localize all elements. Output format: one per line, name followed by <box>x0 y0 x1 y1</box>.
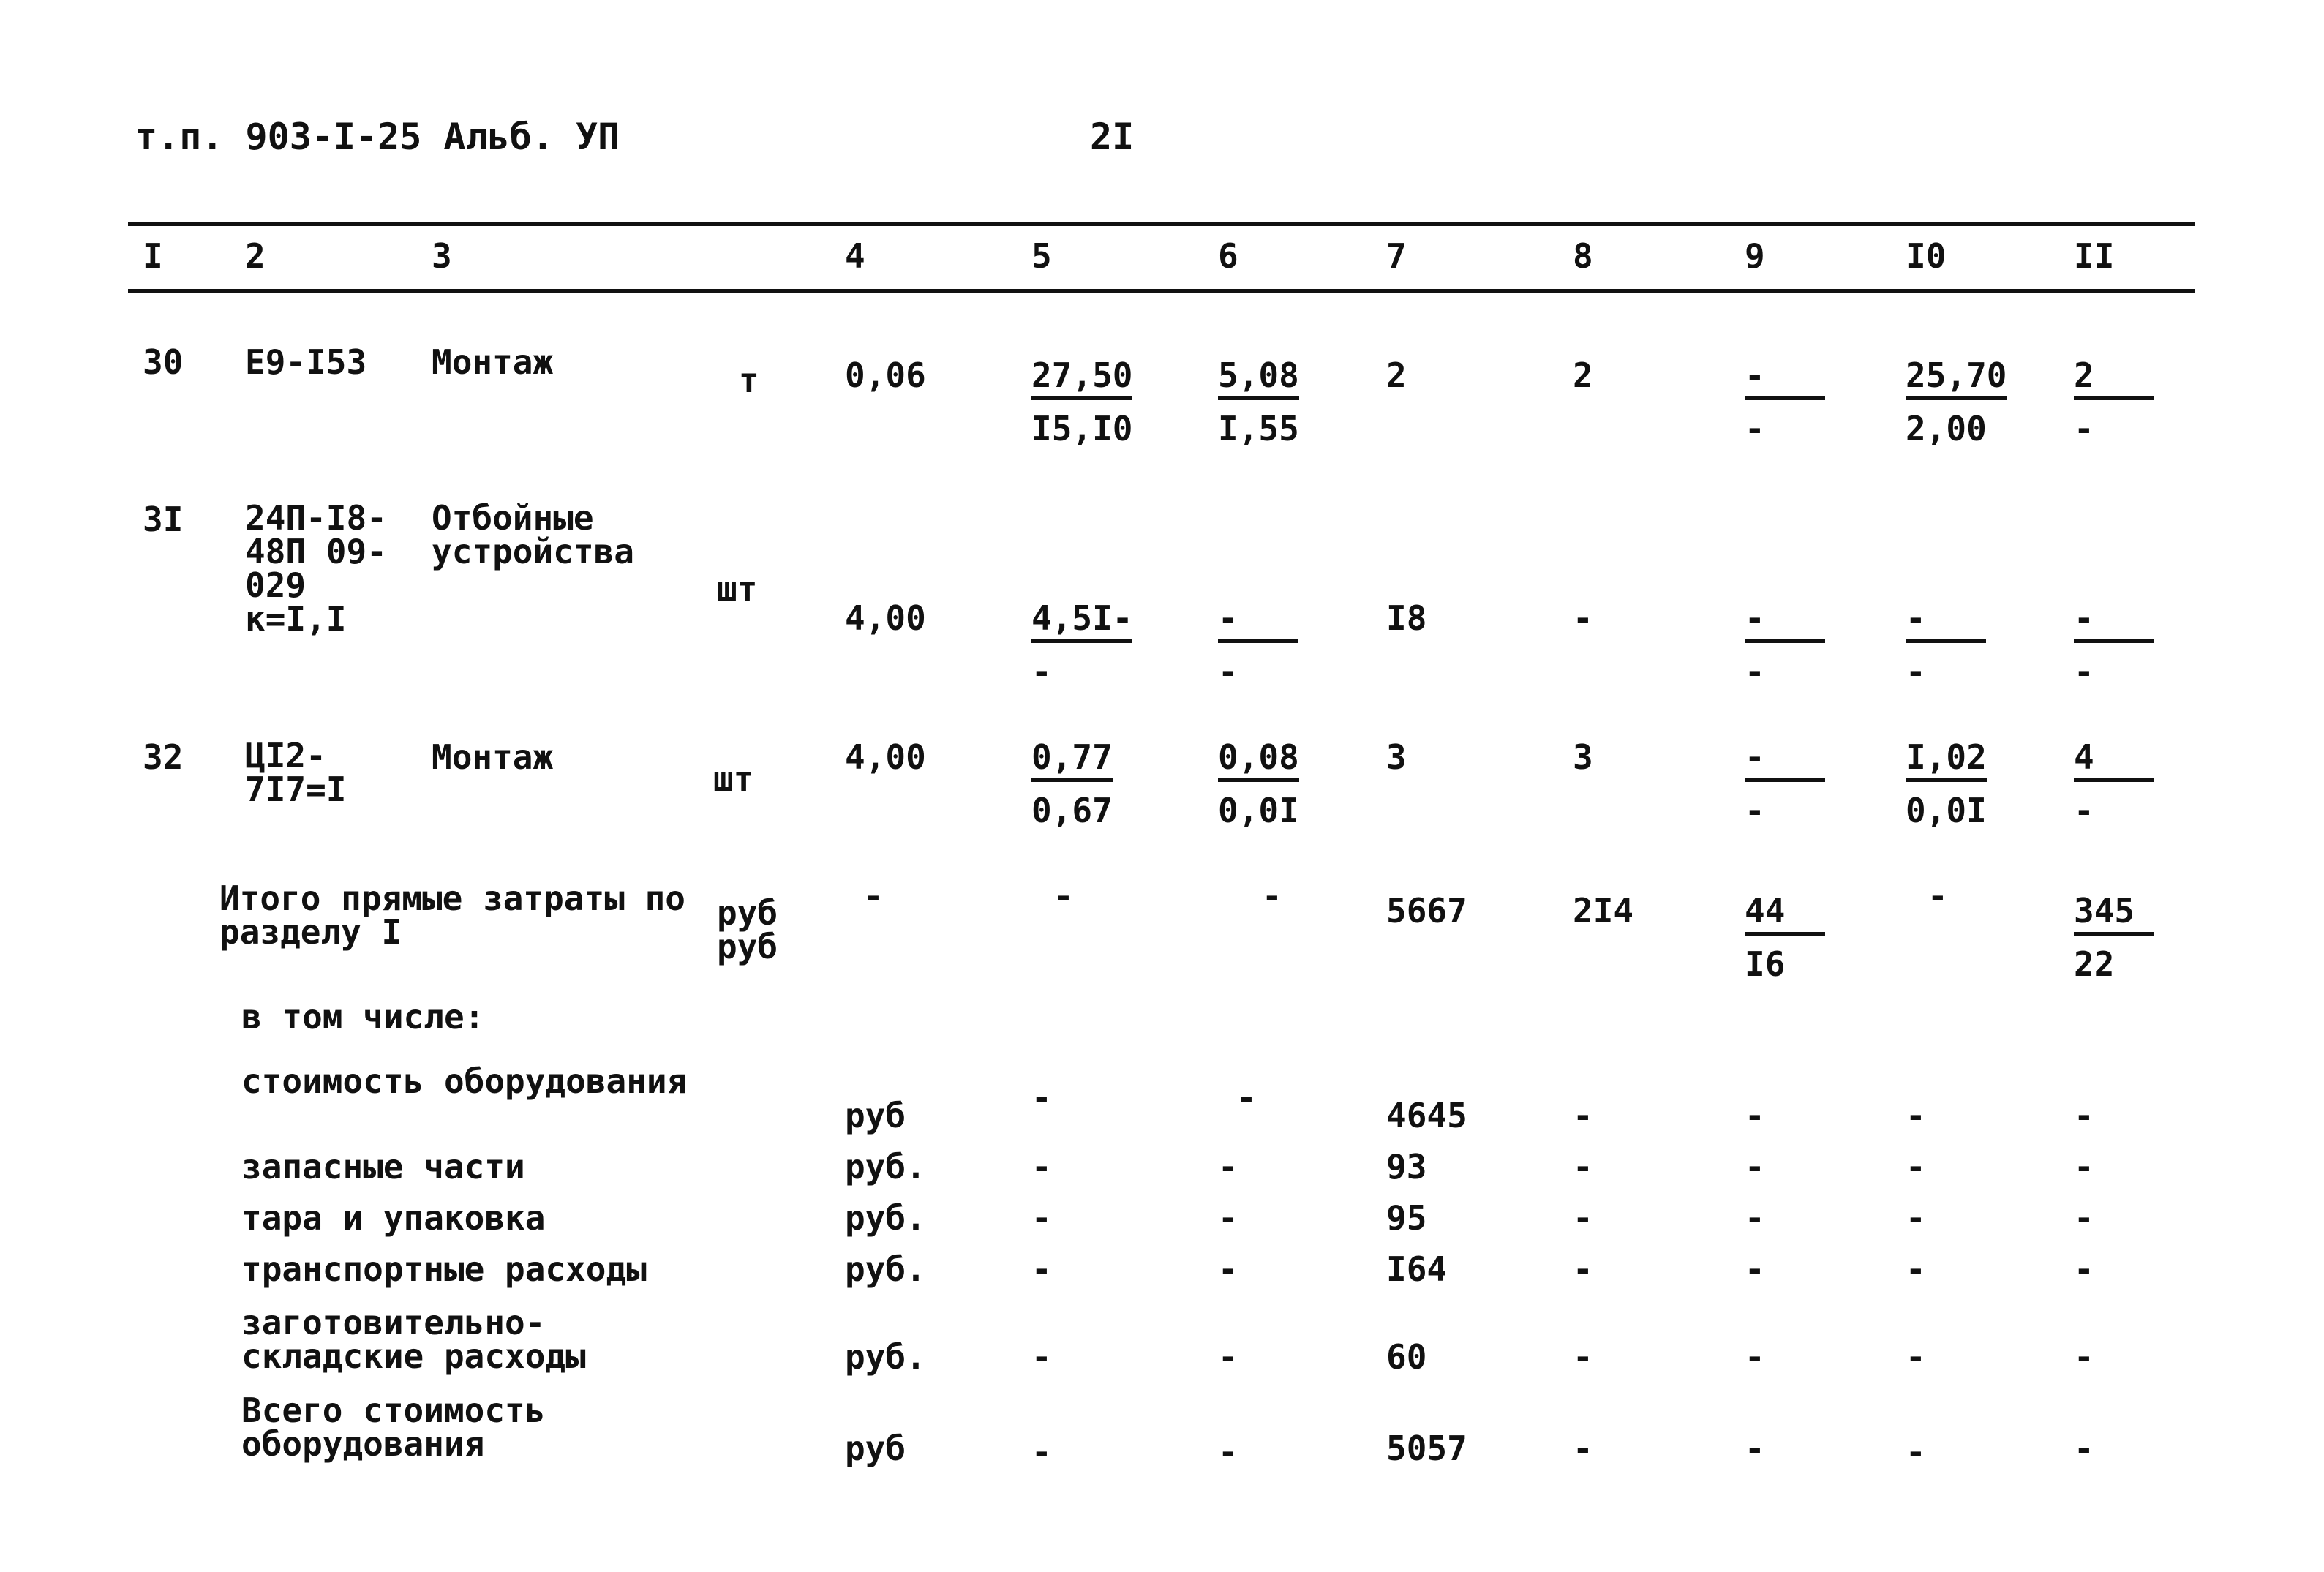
summary-label: Итого прямые затраты по разделу I <box>219 879 685 952</box>
breakdown-cell-9: - <box>1745 1429 1765 1468</box>
col-header-11: II <box>2074 236 2115 276</box>
breakdown-unit: руб. <box>845 1249 926 1289</box>
cell-fraction-10: $\frac{25,70}{2,00}$ <box>1906 356 2007 448</box>
row-name: Отбойные устройства <box>432 498 634 571</box>
breakdown-cell-10: - <box>1906 1147 1926 1186</box>
page-number: 2I <box>1090 116 1135 158</box>
breakdown-cell-11: - <box>2074 1096 2094 1135</box>
row-number: 32 <box>143 737 184 777</box>
breakdown-unit: руб. <box>845 1147 926 1186</box>
col-header-6: 6 <box>1218 236 1238 276</box>
breakdown-cell-11: - <box>2074 1147 2094 1186</box>
col-header-8: 8 <box>1573 236 1593 276</box>
summary-cell-10: - <box>1928 876 1948 916</box>
breakdown-cell-5: - <box>1031 1147 1052 1186</box>
cell-7: 3 <box>1386 737 1407 777</box>
breakdown-label: транспортные расходы <box>241 1249 647 1289</box>
table-header-rule <box>128 289 2195 293</box>
breakdown-cell-10: - <box>1906 1337 1926 1377</box>
cell-fraction-9: - - <box>1745 600 1825 690</box>
breakdown-cell-5: - <box>1031 1078 1052 1117</box>
breakdown-cell-6: - <box>1236 1078 1257 1117</box>
breakdown-cell-6: - <box>1218 1337 1238 1377</box>
breakdown-cell-11: - <box>2074 1249 2094 1289</box>
breakdown-cell-7: 93 <box>1386 1147 1427 1186</box>
breakdown-label: запасные части <box>241 1147 525 1186</box>
breakdown-unit: руб. <box>845 1198 926 1238</box>
col-header-2: 2 <box>245 236 266 276</box>
breakdown-cell-9: - <box>1745 1337 1765 1377</box>
breakdown-cell-8: - <box>1573 1249 1593 1289</box>
summary-fraction-11: $\frac{345}{22}$ <box>2074 892 2154 982</box>
breakdown-cell-7: I64 <box>1386 1249 1448 1289</box>
cell-fraction-5: $\frac{0,77}{0,67}$ <box>1031 737 1113 830</box>
table-top-rule <box>128 222 2195 226</box>
breakdown-label: стоимость оборудования <box>241 1061 688 1101</box>
row-number: 30 <box>143 342 184 382</box>
row-quantity: 4,00 <box>845 598 926 638</box>
row-quantity: 4,00 <box>845 737 926 777</box>
cell-fraction-5: $\frac{27,50}{I5,I0}$ <box>1031 356 1133 448</box>
row-name: Монтаж <box>432 737 554 777</box>
breakdown-cell-6: - <box>1218 1432 1238 1472</box>
including-label: в том числе: <box>241 997 485 1037</box>
summary-cell-8: 2I4 <box>1573 891 1634 930</box>
col-header-9: 9 <box>1745 236 1765 276</box>
breakdown-label: Всего стоимость оборудования <box>241 1391 546 1464</box>
summary-cell-4: - <box>863 876 884 916</box>
breakdown-cell-8: - <box>1573 1429 1593 1468</box>
breakdown-cell-6: - <box>1218 1198 1238 1238</box>
summary-unit: руб руб <box>717 893 778 966</box>
breakdown-cell-6: - <box>1218 1249 1238 1289</box>
cell-fraction-6: $\frac{5,08}{I,55}$ <box>1218 356 1299 448</box>
breakdown-cell-7: 4645 <box>1386 1096 1467 1135</box>
cell-fraction-6: - - <box>1218 600 1298 690</box>
breakdown-cell-7: 95 <box>1386 1198 1427 1238</box>
breakdown-cell-10: - <box>1906 1432 1926 1472</box>
row-unit: т <box>739 361 759 400</box>
cell-8: 2 <box>1573 356 1593 395</box>
cell-fraction-10: - - <box>1906 600 1986 690</box>
breakdown-cell-11: - <box>2074 1337 2094 1377</box>
breakdown-cell-9: - <box>1745 1198 1765 1238</box>
col-header-1: I <box>143 236 163 276</box>
breakdown-cell-7: 5057 <box>1386 1429 1467 1468</box>
breakdown-cell-5: - <box>1031 1337 1052 1377</box>
cell-7: 2 <box>1386 356 1407 395</box>
breakdown-cell-8: - <box>1573 1147 1593 1186</box>
cell-7: I8 <box>1386 598 1427 638</box>
breakdown-unit: руб <box>845 1429 906 1468</box>
breakdown-cell-10: - <box>1906 1096 1926 1135</box>
breakdown-cell-11: - <box>2074 1429 2094 1468</box>
row-unit: шт <box>717 569 758 609</box>
cell-fraction-11: - - <box>2074 600 2154 690</box>
breakdown-label: заготовительно-складские расходы <box>241 1303 586 1376</box>
breakdown-cell-11: - <box>2074 1198 2094 1238</box>
breakdown-cell-5: - <box>1031 1198 1052 1238</box>
summary-fraction-9: $\frac{44}{I6}$ <box>1745 892 1825 982</box>
breakdown-cell-7: 60 <box>1386 1337 1427 1377</box>
breakdown-cell-9: - <box>1745 1249 1765 1289</box>
summary-cell-6: - <box>1262 876 1282 916</box>
summary-cell-5: - <box>1053 876 1074 916</box>
col-header-7: 7 <box>1386 236 1407 276</box>
cell-fraction-6: $\frac{0,08}{0,0I}$ <box>1218 737 1299 830</box>
col-header-3: 3 <box>432 236 452 276</box>
breakdown-cell-8: - <box>1573 1337 1593 1377</box>
row-name: Монтаж <box>432 342 554 382</box>
breakdown-unit: руб <box>845 1096 906 1135</box>
row-unit: шт <box>713 759 754 799</box>
summary-cell-7: 5667 <box>1386 891 1467 930</box>
breakdown-cell-5: - <box>1031 1249 1052 1289</box>
row-number: 3I <box>143 500 184 539</box>
cell-8: 3 <box>1573 737 1593 777</box>
cell-fraction-11: 4 - <box>2074 739 2154 829</box>
breakdown-cell-9: - <box>1745 1147 1765 1186</box>
cell-fraction-9: - - <box>1745 739 1825 829</box>
row-code: Е9-I53 <box>245 342 367 382</box>
breakdown-cell-8: - <box>1573 1198 1593 1238</box>
col-header-10: I0 <box>1906 236 1947 276</box>
breakdown-cell-8: - <box>1573 1096 1593 1135</box>
breakdown-cell-10: - <box>1906 1198 1926 1238</box>
breakdown-cell-6: - <box>1218 1147 1238 1186</box>
row-code: ЦI2-7I7=I <box>245 736 347 809</box>
cell-fraction-5: 4,5I- - <box>1031 598 1133 691</box>
row-quantity: 0,06 <box>845 356 926 395</box>
breakdown-cell-9: - <box>1745 1096 1765 1135</box>
cell-8: - <box>1573 598 1593 638</box>
col-header-4: 4 <box>845 236 865 276</box>
breakdown-unit: руб. <box>845 1337 926 1377</box>
row-code: 24П-I8-48П 09-029 к=I,I <box>245 498 387 639</box>
col-header-5: 5 <box>1031 236 1052 276</box>
document-reference: т.п. 903-I-25 Альб. УП <box>135 116 620 158</box>
breakdown-cell-10: - <box>1906 1249 1926 1289</box>
breakdown-cell-5: - <box>1031 1432 1052 1472</box>
cell-fraction-11: 2 - <box>2074 357 2154 447</box>
cell-fraction-10: $\frac{I,02}{0,0I}$ <box>1906 737 1987 830</box>
cell-fraction-9: - - <box>1745 357 1825 447</box>
breakdown-label: тара и упаковка <box>241 1198 546 1238</box>
